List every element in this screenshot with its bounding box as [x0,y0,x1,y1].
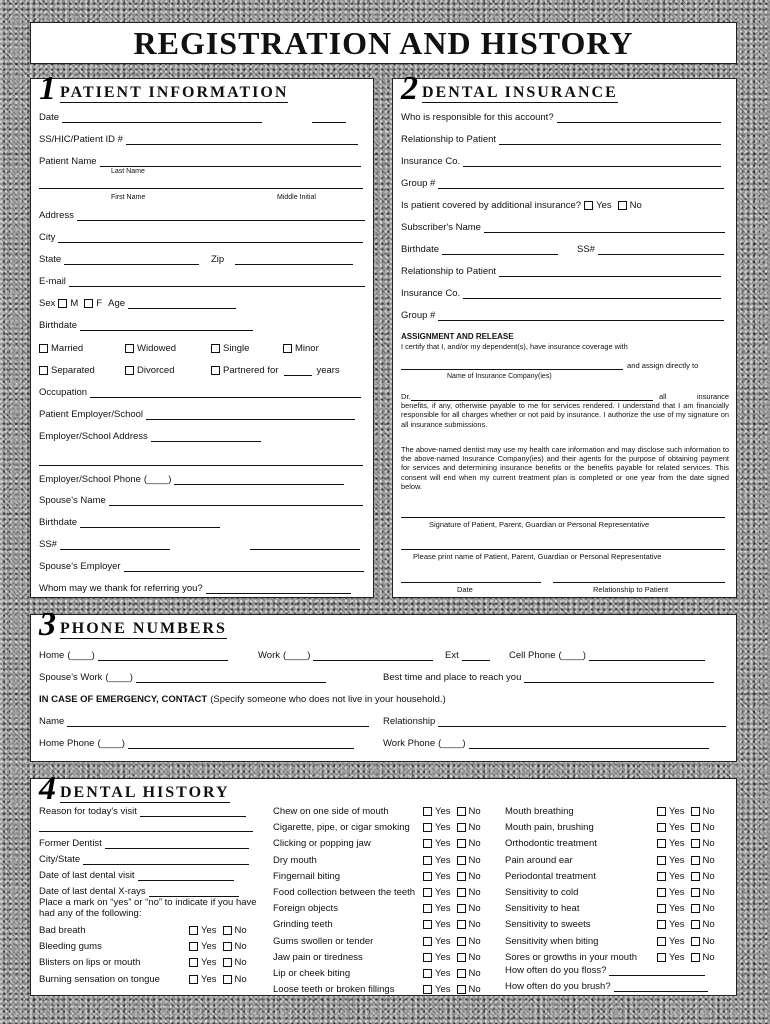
additional-yes-checkbox[interactable]: Yes [584,200,612,211]
history-no-checkbox[interactable]: No [457,822,481,833]
sex-f-checkbox[interactable]: F [84,298,102,309]
history-question-row [273,936,487,947]
print-name-line[interactable] [401,549,725,550]
history-yes-checkbox[interactable]: Yes [189,957,217,968]
company-line[interactable]: and assign directly to [401,360,698,370]
history-no-checkbox[interactable]: No [457,871,481,882]
spouse-work-field[interactable]: Spouse's Work (____) [39,672,326,683]
birthdate-field[interactable]: Birthdate [39,320,253,331]
history-question-row [505,919,721,930]
history-yes-checkbox[interactable]: Yes [423,871,451,882]
history-yes-checkbox[interactable]: Yes [423,984,451,995]
home-phone-field[interactable]: Home (____) [39,650,228,661]
history-no-checkbox[interactable]: No [691,936,715,947]
occupation-field[interactable]: Occupation [39,387,361,398]
history-no-checkbox[interactable]: No [457,984,481,995]
history-question-row [273,952,487,963]
patient-information-panel [30,70,374,598]
floss-field[interactable]: How often do you floss? [505,965,705,976]
history-yes-checkbox[interactable]: Yes [657,887,685,898]
employer-address-line-2[interactable] [39,456,363,466]
form-title: REGISTRATION AND HISTORY [133,24,634,61]
employer-phone-field[interactable]: Employer/School Phone (____) [39,474,344,485]
signature-line[interactable] [401,517,725,518]
history-yes-checkbox[interactable]: Yes [423,968,451,979]
insurance-co-2-field[interactable]: Insurance Co. [401,288,721,299]
employer-address-field[interactable]: Employer/School Address [39,431,261,442]
insurance-co-field[interactable]: Insurance Co. [401,156,721,167]
first-name-line[interactable] [39,179,363,189]
referral-field[interactable]: Whom may we thank for referring you? [39,583,351,594]
signature-label: Signature of Patient, Parent, Guardian or Personal Representative [429,520,650,529]
history-yes-checkbox[interactable]: Yes [423,806,451,817]
assignment-text: I certify that I, and/or my dependent(s), have insurance coverage with [401,342,628,351]
sex-m-checkbox[interactable]: M [58,298,78,309]
history-no-checkbox[interactable]: No [691,822,715,833]
history-yes-checkbox[interactable]: Yes [423,838,451,849]
history-question-label: Periodontal treatment [505,870,596,882]
history-question-row [505,855,721,866]
patient-id-field[interactable]: SS/HIC/Patient ID # [39,134,358,145]
brush-field[interactable]: How often do you brush? [505,981,708,992]
reason-field[interactable]: Reason for today's visit [39,806,246,817]
phone-numbers-panel [30,606,737,762]
sex-age-row: Sex M F Age [39,298,236,309]
history-no-checkbox[interactable]: No [457,952,481,963]
zip-field[interactable]: Zip [211,254,353,265]
history-question-label: Foreign objects [273,903,338,915]
history-question-row [273,887,487,898]
history-yes-checkbox[interactable]: Yes [189,974,217,985]
insurance-section-header [401,70,618,107]
best-time-field[interactable]: Best time and place to reach you [383,672,714,683]
former-dentist-field[interactable]: Former Dentist [39,838,249,849]
company-names-label: Name of Insurance Company(ies) [447,373,552,380]
history-question-row [273,822,487,833]
minor-checkbox[interactable]: Minor [283,343,319,354]
history-question-row [273,968,487,979]
responsible-party-field[interactable]: Who is responsible for this account? [401,112,721,123]
subscriber-name-field[interactable]: Subscriber's Name [401,222,725,233]
history-no-checkbox[interactable]: No [691,806,715,817]
date-label: Date [457,585,473,594]
patient-name-field[interactable]: Patient Name [39,156,361,167]
history-yes-checkbox[interactable]: Yes [657,903,685,914]
state-field[interactable]: State [39,254,199,265]
date-field[interactable]: Date [39,112,346,123]
emergency-home-phone-field[interactable]: Home Phone (____) [39,738,354,749]
dentist-line[interactable]: Dr. [401,391,653,401]
history-yes-checkbox[interactable]: Yes [657,822,685,833]
history-question-row [273,838,487,849]
partnered-checkbox[interactable]: Partnered for [211,365,278,376]
section-number: 3 [39,606,56,643]
history-question-label: Loose teeth or broken fillings [273,984,395,996]
history-question-row [505,806,721,817]
history-no-checkbox[interactable]: No [691,838,715,849]
section-title: PHONE NUMBERS [60,620,227,637]
separated-checkbox[interactable]: Separated [39,365,119,376]
marital-row-1 [39,343,325,354]
history-question-label: Clicking or popping jaw [273,838,371,850]
subscriber-ss-field[interactable]: SS# [577,244,724,255]
history-question-row [39,974,253,985]
history-no-checkbox[interactable]: No [223,957,247,968]
history-question-row [505,887,721,898]
history-no-checkbox[interactable]: No [691,919,715,930]
history-question-row [39,925,253,936]
marital-row-2: Separated Divorced Partnered for years [39,365,340,376]
history-question-row [505,838,721,849]
history-question-label: Chew on one side of mouth [273,806,389,817]
history-question-row [39,941,253,952]
cell-phone-field[interactable]: Cell Phone (____) [509,650,705,661]
history-yes-checkbox[interactable]: Yes [657,838,685,849]
relationship-2-field[interactable]: Relationship to Patient [401,266,721,277]
history-question-label: Grinding teeth [273,919,333,931]
history-yes-checkbox[interactable]: Yes [423,952,451,963]
history-yes-checkbox[interactable]: Yes [423,855,451,866]
partnered-years-field[interactable] [284,366,312,376]
spouse-name-field[interactable]: Spouse's Name [39,495,363,506]
history-yes-checkbox[interactable]: Yes [657,952,685,963]
history-yes-checkbox[interactable]: Yes [657,871,685,882]
history-yes-checkbox[interactable]: Yes [657,806,685,817]
history-no-checkbox[interactable]: No [691,855,715,866]
first-name-label: First Name [111,194,146,201]
history-no-checkbox[interactable]: No [457,919,481,930]
history-question-row [273,919,487,930]
relationship-label: Relationship to Patient [593,585,669,594]
history-section-header [39,770,230,807]
history-question-label: Mouth breathing [505,806,574,817]
last-visit-field[interactable]: Date of last dental visit [39,870,234,881]
emergency-name-field[interactable]: Name [39,716,369,727]
history-yes-checkbox[interactable]: Yes [657,919,685,930]
history-question-row [505,871,721,882]
history-question-label: Blisters on lips or mouth [39,957,141,969]
history-no-checkbox[interactable]: No [691,903,715,914]
section-number: 2 [401,70,418,107]
history-question-label: Jaw pain or tiredness [273,951,363,963]
assignment-heading: ASSIGNMENT AND RELEASE [401,332,514,341]
benefits-text: all insurance benefits, if any, otherwise payable to me for services rendered. I understand that I am financially responsible for all charges whether or not paid by insurance. I authorize the use of my signature on all insurance submissions. [401,392,729,429]
emergency-heading: IN CASE OF EMERGENCY, CONTACT (Specify someone who does not live in your household.) [39,694,446,705]
ext-field[interactable]: Ext [445,650,490,661]
history-no-checkbox[interactable]: No [223,925,247,936]
widowed-checkbox[interactable]: Widowed [125,343,205,354]
history-no-checkbox[interactable]: No [457,968,481,979]
spouse-birthdate-field[interactable]: Birthdate [39,517,220,528]
spouse-employer-field[interactable]: Spouse's Employer [39,561,364,572]
history-question-label: Burning sensation on tongue [39,973,160,985]
history-yes-checkbox[interactable]: Yes [423,887,451,898]
history-no-checkbox[interactable]: No [457,855,481,866]
dental-history-panel [30,770,737,996]
history-question-row [505,903,721,914]
section-title: DENTAL HISTORY [60,784,230,801]
history-no-checkbox[interactable]: No [691,871,715,882]
reason-line-2[interactable] [39,822,253,832]
history-no-checkbox[interactable]: No [457,936,481,947]
middle-initial-label: Middle Initial [277,194,316,201]
history-no-checkbox[interactable]: No [223,974,247,985]
subscriber-birthdate-field[interactable]: Birthdate [401,244,558,255]
history-no-checkbox[interactable]: No [457,838,481,849]
divorced-checkbox[interactable]: Divorced [125,365,205,376]
history-no-checkbox[interactable]: No [457,887,481,898]
title-banner [30,22,737,64]
city-field[interactable]: City [39,232,363,243]
patient-section-header [39,70,289,107]
email-field[interactable]: E-mail [39,276,365,287]
disclosure-text: The above-named dentist may use my health care information and may disclose such information to the above-named Insurance Company(ies) and their agents for the purpose of obtaining payment for services and determining insurance benefits or the benefits payable for related services. This consent will end when my current treatment plan is completed or one year from the date signed below. [401,445,729,491]
history-question-label: Dry mouth [273,854,317,866]
print-name-label: Please print name of Patient, Parent, Guardian or Personal Representative [413,552,662,561]
history-yes-checkbox[interactable]: Yes [423,919,451,930]
single-checkbox[interactable]: Single [211,343,277,354]
phone-section-header [39,606,227,643]
spouse-ss-field[interactable]: SS# [39,539,360,550]
history-question-label: Fingernail biting [273,870,341,882]
age-field[interactable] [128,299,236,309]
city-state-field[interactable]: City/State [39,854,249,865]
history-yes-checkbox[interactable]: Yes [423,822,451,833]
emergency-relationship-field[interactable]: Relationship [383,716,726,727]
additional-insurance-row: Is patient covered by additional insurance? Yes No [401,200,642,211]
group-field[interactable]: Group # [401,178,724,189]
history-question-label: Mouth pain, brushing [505,822,594,834]
emergency-work-phone-field[interactable]: Work Phone (____) [383,738,709,749]
history-question-label: Orthodontic treatment [505,838,597,850]
group-2-field[interactable]: Group # [401,310,724,321]
history-question-label: Gums swollen or tender [273,935,374,947]
history-question-label: Sensitivity when biting [505,935,599,947]
history-question-row [273,984,487,995]
history-question-label: Lip or cheek biting [273,968,351,979]
history-no-checkbox[interactable]: No [691,887,715,898]
section-title: DENTAL INSURANCE [422,84,618,101]
history-question-row [273,903,487,914]
date-line[interactable] [401,582,541,583]
history-question-row [505,822,721,833]
history-no-checkbox[interactable]: No [457,806,481,817]
history-question-row [273,806,487,817]
additional-no-checkbox[interactable]: No [618,200,642,211]
history-yes-checkbox[interactable]: Yes [657,855,685,866]
history-question-row [273,855,487,866]
history-question-label: Sensitivity to cold [505,887,579,898]
work-phone-field[interactable]: Work (____) [258,650,433,661]
history-question-label: Sensitivity to sweets [505,919,591,931]
last-xrays-field[interactable]: Date of last dental X-rays [39,886,239,897]
history-question-row [505,936,721,947]
history-question-label: Pain around ear [505,854,573,866]
history-question-label: Food collection between the teeth [273,887,416,898]
employer-field[interactable]: Patient Employer/School [39,409,355,420]
history-yes-checkbox[interactable]: Yes [423,936,451,947]
dental-insurance-panel [392,70,737,598]
history-question-label: Sores or growths in your mouth [505,951,638,963]
relationship-line[interactable] [553,582,725,583]
history-question-label: Bad breath [39,925,86,936]
history-yes-checkbox[interactable]: Yes [423,903,451,914]
history-question-label: Cigarette, pipe, or cigar smoking [273,822,410,834]
section-number: 4 [39,770,56,807]
relationship-field[interactable]: Relationship to Patient [401,134,721,145]
married-checkbox[interactable]: Married [39,343,119,354]
history-question-row [39,957,253,968]
history-no-checkbox[interactable]: No [457,903,481,914]
history-question-label: Sensitivity to heat [505,903,580,915]
last-name-label: Last Name [111,168,145,175]
history-yes-checkbox[interactable]: Yes [189,941,217,952]
history-question-label: Bleeding gums [39,941,102,953]
address-field[interactable]: Address [39,210,365,221]
history-instructions: Place a mark on “yes” or “no” to indicate if you have had any of the following: [39,897,257,919]
section-number: 1 [39,70,56,107]
history-question-row [273,871,487,882]
section-title: PATIENT INFORMATION [60,84,289,101]
history-yes-checkbox[interactable]: Yes [189,925,217,936]
history-yes-checkbox[interactable]: Yes [657,936,685,947]
history-no-checkbox[interactable]: No [691,952,715,963]
history-no-checkbox[interactable]: No [223,941,247,952]
history-question-row [505,952,721,963]
